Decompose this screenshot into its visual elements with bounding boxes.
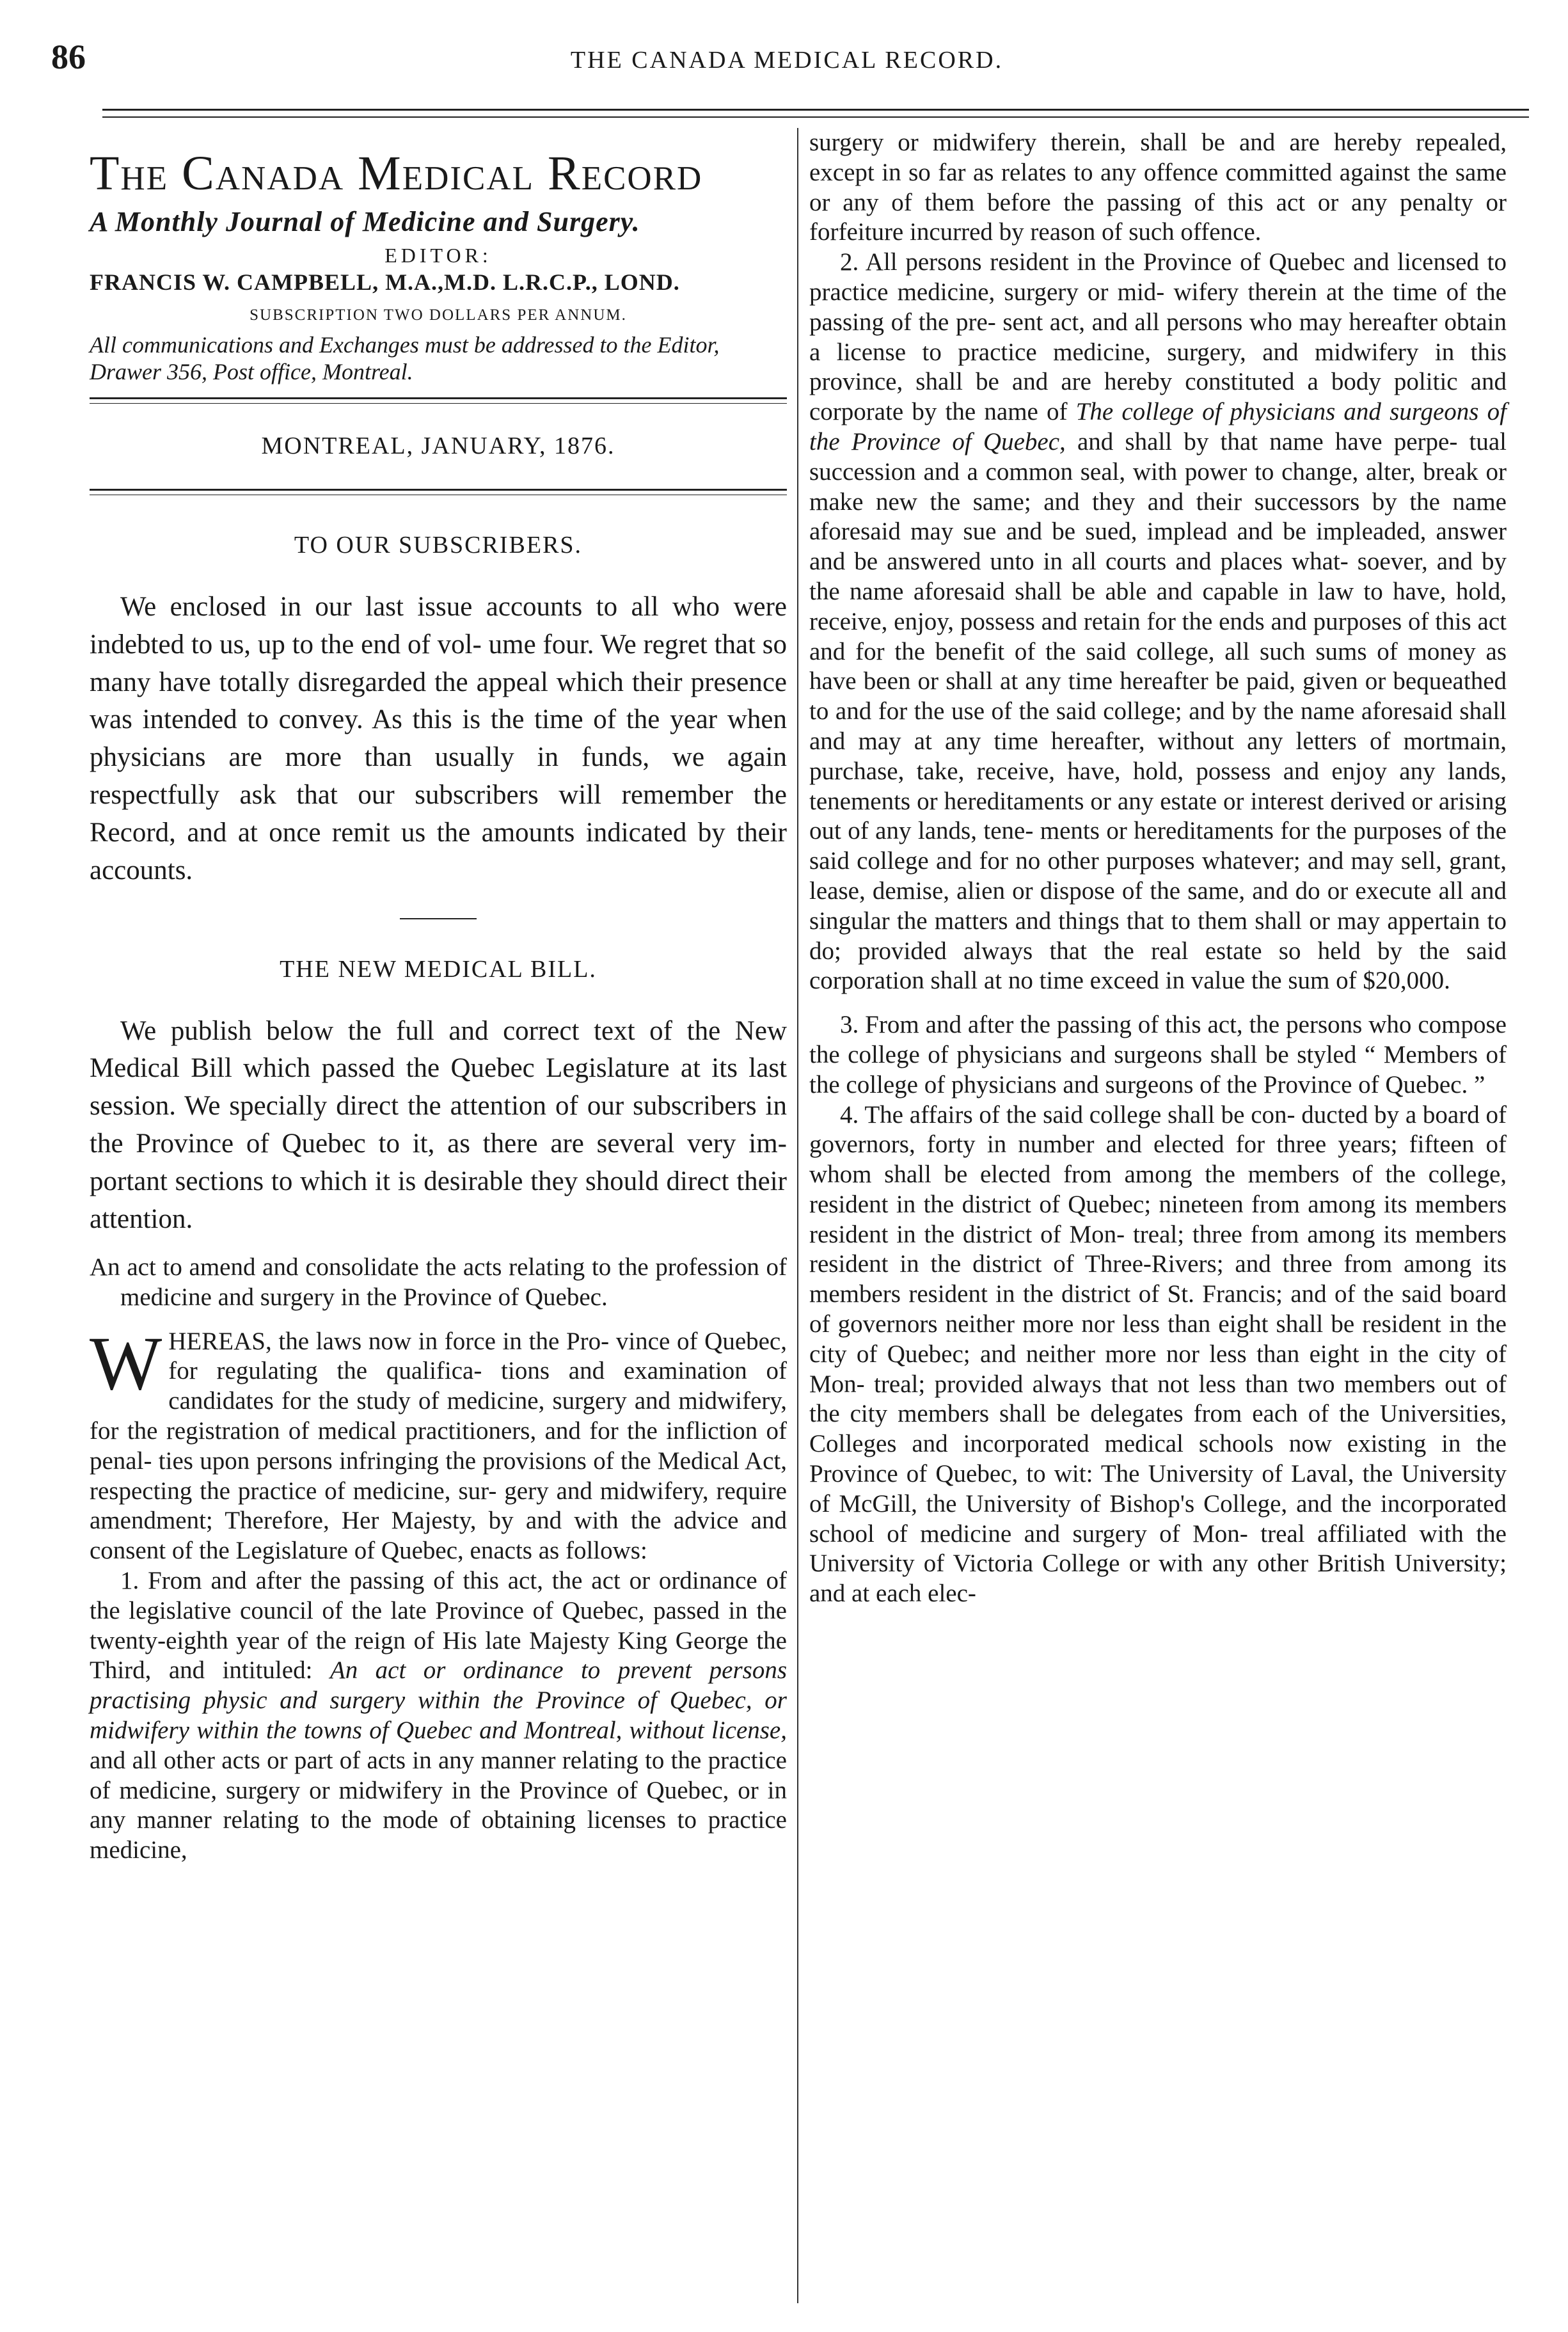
section-1-act-title: An act or ordinance to prevent persons practising physic and surgery within the Province of Quebec, or midwifery within the towns of Quebec and Montreal, without license, (90, 1656, 788, 1744)
section-2-text-a: 2. All persons resident in the Province of Quebec and licensed to practice medicine, surgery or mid- wifery therein at the time of the passing of the pre- sent act, and all persons who may hereafter obtain a license to practice medicine, surgery, and midwifery in this province, shall be and are hereby constituted a body politic and corporate by the name of (809, 248, 1507, 426)
section-2-text-b: and shall by that name have perpe- tual succession and a common seal, with power to change, alter, break or make new the same; and they and their successors by the name aforesaid may sue and be sued, implead and be impleaded, answer and be answered unto in all courts and places what- soever, and by the name aforesaid shall be able and capable in law to have, hold, receive, enjoy, possess and retain for the ends and purposes of this act and for the benefit of the said college, all such sums of money as have been or shall at any time hereafter be paid, given or bequeathed to and for the use of the said college; and by the name aforesaid shall and may at any time hereafter, without any letters of mortmain, purchase, take, receive, have, hold, possess and enjoy any lands, tenements or hereditaments or any estate or interest derived or arising out of any lands, tene- ments or hereditaments for the purposes of the said college and for no other purposes whatever; and may sell, grant, lease, demise, alien or dispose of the same, and do or execute all and singular the matters and things that to them shall or may appertain to do; provided always that the real estate so held by the said corporation shall at no time exceed in value the sum of $20,000. (809, 427, 1507, 995)
running-title: THE CANADA MEDICAL RECORD. (570, 47, 1004, 74)
whereas-text: HEREAS, the laws now in force in the Pro- vince of Quebec, for regulating the qualifica- tions and examination of candidates for the study of medicine, surgery and midwifery, for the registration of medical practitioners, and for the infliction of penal- ties upon persons infringing the provisions of the Medical Act, respecting the practice of medicine, sur- gery and midwifery, require amendment; Therefore, Her Majesty, by and with the advice and consent of the Legislature of Quebec, enacts as follows: (90, 1327, 787, 1565)
header-rule-thin (102, 116, 1529, 118)
dateline-rule (90, 489, 787, 495)
header-rule (102, 109, 1529, 111)
column-divider (797, 128, 798, 2303)
page-number: 86 (51, 38, 86, 76)
communications-notice: All communications and Exchanges must be addressed to the Editor, Drawer 356, Post office, Montreal. (90, 331, 720, 385)
bill-heading: THE NEW MEDICAL BILL. (280, 955, 597, 983)
section-1 (90, 1566, 787, 1866)
section-divider (400, 918, 477, 919)
editor-label: EDITOR: (384, 243, 492, 267)
section-1-continued: surgery or midwifery therein, shall be and are hereby repealed, except in so far as relates to any offence committed against the same or any of them before the passing of this act or any penalty or forfeiture incurred by reason of such offence. (809, 129, 1507, 246)
section-1-text-a: 1. From and after the passing of this act, the act or ordinance of the legislative council of the late Province of Quebec, passed in the twenty-eighth year of the reign of His late Majesty King George the Third, and intituled: (90, 1566, 787, 1685)
act-title: An act to amend and consolidate the acts relating to the profession of medicine and surgery in the Province of Quebec. (90, 1253, 787, 1311)
running-header (38, 37, 1535, 82)
dateline: MONTREAL, JANUARY, 1876. (261, 432, 615, 459)
bill-intro: We publish below the full and correct text of the New Medical Bill which passed the Quebec Legislature at its last session. We specially direct the attention of our subscribers in the Province of Quebec to it, as there are several very im- portant sections to which it is desirable they should direct their attention. (90, 1015, 787, 1235)
whereas-paragraph (90, 1320, 787, 1566)
masthead-subtitle: A Monthly Journal of Medicine and Surgery. (90, 206, 640, 238)
right-column (809, 128, 1507, 1609)
masthead-title: The Canada Medical Record (90, 147, 703, 200)
masthead-rule (90, 397, 787, 404)
section-2 (809, 248, 1507, 996)
section-3: 3. From and after the passing of this act, the persons who compose the college of physicians and surgeons shall be styled “ Members of the college of physicians and surgeons of the Province of Quebec. ” (809, 1011, 1507, 1099)
subscribers-heading: TO OUR SUBSCRIBERS. (294, 532, 583, 559)
editor-name: FRANCIS W. CAMPBELL, M.A.,M.D. L.R.C.P., LOND. (90, 269, 680, 296)
section-2-college-name: The college of physicians and surgeons of the Province of Quebec, (809, 398, 1507, 456)
subscribers-body: We enclosed in our last issue accounts to all who were indebted to us, up to the end of vol- ume four. We regret that so many have totally disregarded the appeal which their presence was intended to convey. As this is the time of the year when physicians are more than usually in funds, we again respectfully ask that our subscribers will remember the Record, and at once remit us the amounts indicated by their accounts. (90, 591, 787, 886)
section-4: 4. The affairs of the said college shall be con- ducted by a board of governors, forty in number and elected for three years; fifteen of whom shall be elected from among the members of the college, resident in the district of Quebec; nineteen from among its members resident in the district of Mon- treal; three from among its members resident in the district of Three-Rivers; and three from among its members resident in the district of St. Francis; and of the said board of governors neither more nor less than eight shall be resident in the city of Quebec; and neither more nor less than eight in the city of Mon- treal; provided always that not less than two members out of the city members shall be delegates from each of the Universities, Colleges and incorporated medical schools now existing in the Province of Quebec, to wit: The University of Laval, the University of McGill, the University of Bishop's College, and the incorporated school of medicine and surgery of Mon- treal affiliated with the University of Victoria College or with any other British University; and at each elec- (809, 1100, 1507, 1608)
drop-cap: W (90, 1320, 162, 1406)
section-1-text-b: and all other acts or part of acts in any manner relating to the practice of medicine, surgery or midwifery in the Province of Quebec, or in any manner relating to the mode of obtaining licenses to practice medicine, (90, 1746, 787, 1864)
subscription-notice: SUBSCRIPTION TWO DOLLARS PER ANNUM. (249, 306, 627, 324)
left-column (90, 128, 787, 1866)
